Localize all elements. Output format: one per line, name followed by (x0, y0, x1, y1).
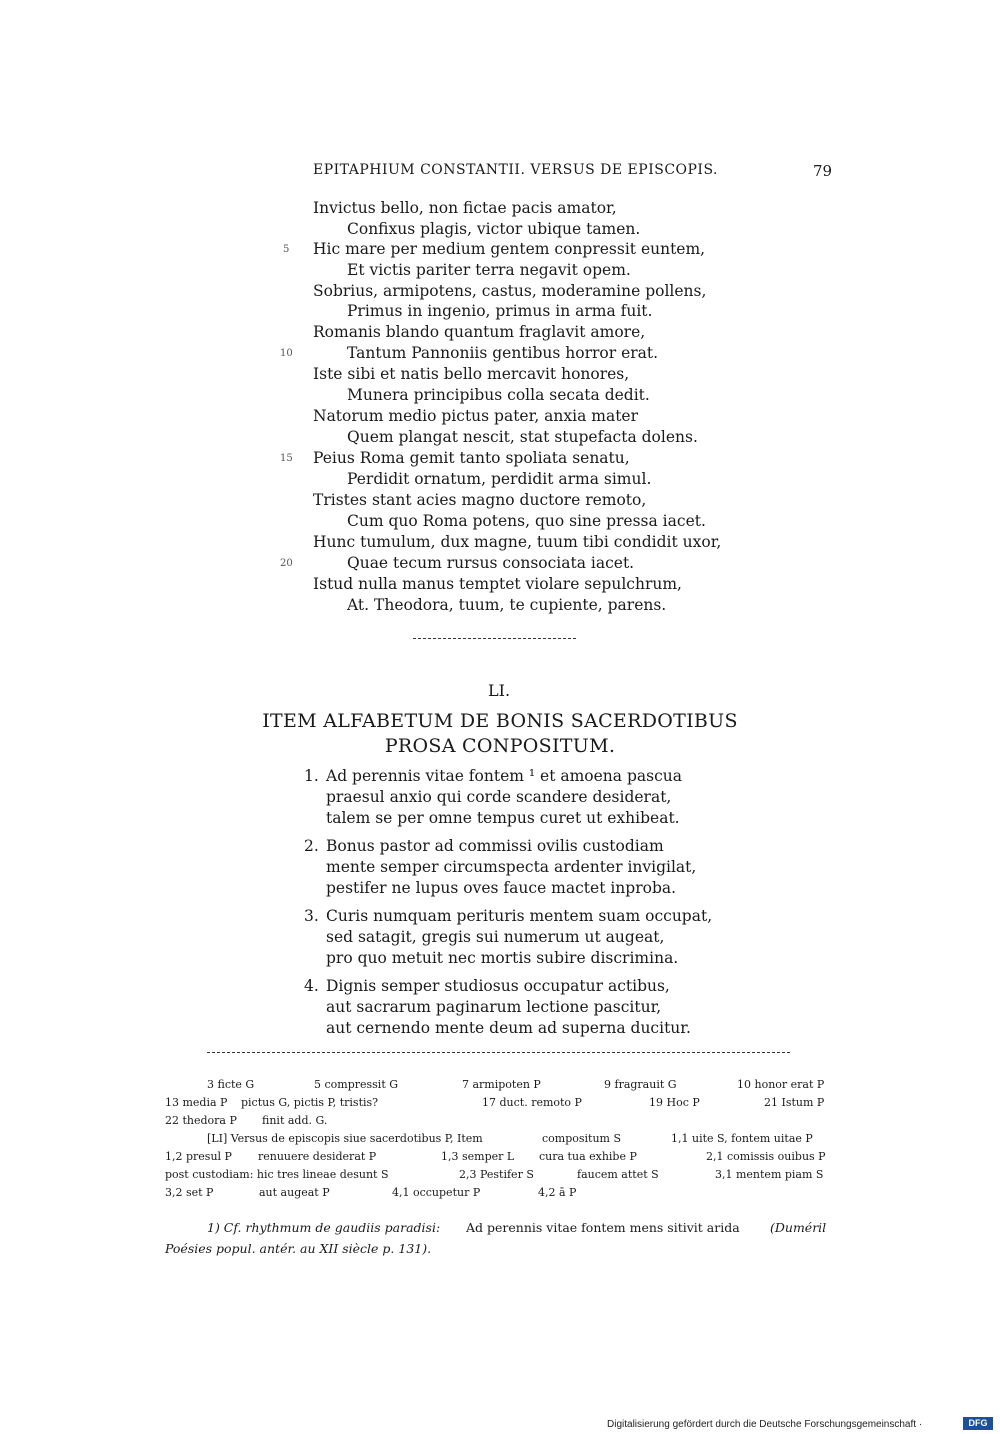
stanza-number: 2. (304, 837, 319, 855)
apparatus-entry: cura tua exhibe P (539, 1150, 637, 1163)
poem-line: Istud nulla manus temptet violare sepulchrum, (313, 575, 682, 593)
apparatus-entry: pictus G, pictis P, tristis? (241, 1096, 379, 1109)
apparatus-entry: compositum S (542, 1132, 622, 1145)
stanza-line: praesul anxio qui corde scandere desiderat, (326, 788, 672, 806)
stanza-line: talem se per omne tempus curet ut exhibeat. (326, 809, 680, 827)
apparatus-entry: 3 ficte G (207, 1078, 255, 1091)
stanza-line: aut sacrarum paginarum lectione pascitur, (326, 998, 662, 1016)
apparatus-entry: 4,1 occupetur P (392, 1186, 481, 1199)
poem-line: At. Theodora, tuum, te cupiente, parens. (347, 596, 667, 614)
poem-line: Quem plangat nescit, stat stupefacta dolens. (347, 428, 698, 446)
apparatus-entry: 9 fragrauit G (604, 1078, 677, 1091)
footnote-ref: Poésies popul. antér. au XII siècle p. 131). (165, 1241, 432, 1256)
stanza-line: pestifer ne lupus oves fauce mactet inproba. (326, 879, 677, 897)
apparatus-entry: 10 honor erat P (737, 1078, 825, 1091)
stanza-line: Dignis semper studiosus occupatur actibus, (326, 977, 670, 995)
apparatus-entry: 1,1 uite S, fontem uitae P (671, 1132, 813, 1145)
apparatus-entry: [LI] Versus de episcopis siue sacerdotibus P, Item (207, 1132, 483, 1145)
apparatus-entry: 1,2 presul P (165, 1150, 232, 1163)
line-number: 5 (283, 244, 290, 255)
running-title: EPITAPHIUM CONSTANTII. VERSUS DE EPISCOPIS. (313, 162, 718, 178)
section-title: ITEM ALFABETUM DE BONIS SACERDOTIBUS (262, 710, 738, 732)
poem-line: Tantum Pannoniis gentibus horror erat. (347, 344, 659, 362)
apparatus-entry: 21 Istum P (764, 1096, 825, 1109)
apparatus-entry: renuuere desiderat P (258, 1150, 377, 1163)
apparatus-entry: 17 duct. remoto P (482, 1096, 582, 1109)
section-number: LI. (488, 681, 511, 700)
poem-line: Cum quo Roma potens, quo sine pressa iacet. (347, 512, 706, 530)
footnote-quote: Ad perennis vitae fontem mens sitivit arida (466, 1220, 740, 1235)
line-number: 10 (280, 348, 293, 359)
line-number: 20 (280, 558, 293, 569)
apparatus-entry: post custodiam: hic tres lineae desunt S (165, 1168, 389, 1181)
poem-line: Confixus plagis, victor ubique tamen. (347, 220, 641, 238)
footnote-ref: 1) Cf. rhythmum de gaudiis paradisi: (207, 1220, 441, 1235)
stanza-line: sed satagit, gregis sui numerum ut augeat, (326, 928, 665, 946)
apparatus-entry: faucem attet S (577, 1168, 659, 1181)
poem-line: Sobrius, armipotens, castus, moderamine pollens, (313, 282, 707, 300)
apparatus-entry: 22 thedora P (165, 1114, 237, 1127)
stanza-line: Curis numquam perituris mentem suam occupat, (326, 907, 713, 925)
stanza-number: 3. (304, 907, 319, 925)
dfg-logo: DFG (963, 1417, 993, 1430)
apparatus-entry: 7 armipoten P (462, 1078, 541, 1091)
poem-line: Et victis pariter terra negavit opem. (347, 261, 631, 279)
apparatus-entry: aut augeat P (259, 1186, 330, 1199)
apparatus-entry: finit add. G. (262, 1114, 328, 1127)
poem-line: Romanis blando quantum fraglavit amore, (313, 323, 646, 341)
poem-line: Primus in ingenio, primus in arma fuit. (347, 302, 653, 320)
apparatus-entry: 4,2 ā P (538, 1186, 577, 1199)
apparatus-entry: 19 Hoc P (649, 1096, 700, 1109)
stanza-line: Ad perennis vitae fontem ¹ et amoena pascua (326, 767, 682, 785)
poem-line: Iste sibi et natis bello mercavit honores, (313, 365, 630, 383)
stanza-line: aut cernendo mente deum ad superna ducitur. (326, 1019, 691, 1037)
page-number: 79 (813, 162, 833, 180)
section-subtitle: PROSA CONPOSITUM. (384, 735, 616, 757)
apparatus-entry: 3,1 mentem piam S (715, 1168, 824, 1181)
section-divider (413, 638, 576, 639)
stanza-line: pro quo metuit nec mortis subire discrimina. (326, 949, 679, 967)
stanza-line: Bonus pastor ad commissi ovilis custodiam (326, 837, 664, 855)
poem-line: Quae tecum rursus consociata iacet. (347, 554, 635, 572)
line-number: 15 (280, 453, 293, 464)
apparatus-entry: 5 compressit G (314, 1078, 399, 1091)
apparatus-divider (207, 1052, 790, 1053)
apparatus-entry: 13 media P (165, 1096, 228, 1109)
poem-line: Peius Roma gemit tanto spoliata senatu, (313, 449, 630, 467)
apparatus-entry: 2,1 comissis ouibus P (706, 1150, 826, 1163)
poem-line: Tristes stant acies magno ductore remoto, (313, 491, 647, 509)
poem-line: Hic mare per medium gentem conpressit euntem, (313, 240, 706, 258)
apparatus-entry: 2,3 Pestifer S (459, 1168, 534, 1181)
poem-line: Hunc tumulum, dux magne, tuum tibi condidit uxor, (313, 533, 722, 551)
stanza-number: 1. (304, 767, 319, 785)
poem-line: Invictus bello, non fictae pacis amator, (313, 199, 617, 217)
footnote-ref: (Duméril (770, 1220, 827, 1235)
poem-line: Perdidit ornatum, perdidit arma simul. (347, 470, 652, 488)
apparatus-entry: 1,3 semper L (441, 1150, 515, 1163)
stanza-line: mente semper circumspecta ardenter invigilat, (326, 858, 697, 876)
poem-line: Natorum medio pictus pater, anxia mater (313, 407, 639, 425)
digitization-credit: Digitalisierung gefördert durch die Deutsche Forschungsgemeinschaft · (607, 1419, 923, 1430)
apparatus-entry: 3,2 set P (165, 1186, 214, 1199)
poem-line: Munera principibus colla secata dedit. (347, 386, 650, 404)
stanza-number: 4. (304, 977, 319, 995)
